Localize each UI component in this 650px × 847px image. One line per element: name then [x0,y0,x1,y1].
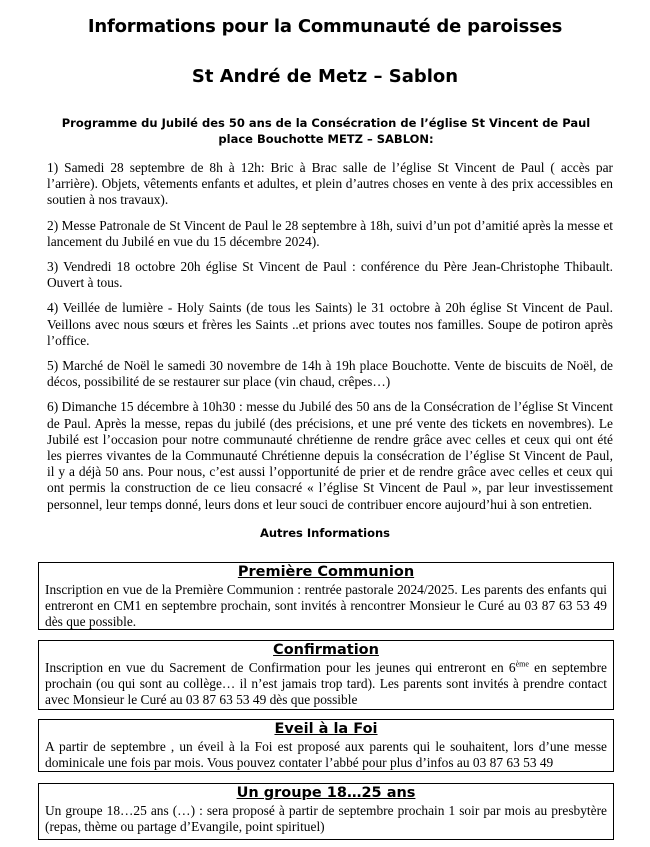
confirmation-box [38,640,614,710]
page-title: Informations pour la Communauté de paroisses [87,16,563,37]
groupe-box [38,783,614,840]
eveil-title: Eveil à la Foi [274,721,378,737]
programme-item-5: 5) Marché de Noël le samedi 30 novembre de 14h à 19h place Bouchotte. Vente de biscuits de Noël, de décos, possibilité de se restaurer sur place (vin chaud, crêpes…) [47,358,613,390]
programme-item-3: 3) Vendredi 18 octobre 20h église St Vincent de Paul : conférence du Père Jean-Christophe Thibault. Ouvert à tous. [47,259,613,291]
eveil-text: A partir de septembre , un éveil à la Foi est proposé aux parents qui le souhaitent, lors d’une messe dominicale une fois par mois. Vous pouvez contater l’abbé pour plus d’infos au 03 87 63 53 49 [45,739,607,771]
programme-heading-line-2: place Bouchotte METZ – SABLON: [218,132,434,146]
communion-text: Inscription en vue de la Première Communion : rentrée pastorale 2024/2025. Les parents des enfants qui entreront en CM1 en septembre prochain, sont invités à rencontrer Monsieur le Curé au 03 87 63 53 49 dès que possible. [45,582,607,630]
confirmation-text-start: Inscription en vue du Sacrement de Confirmation pour les jeunes qui entreront en 6 [45,660,516,675]
programme-item-2: 2) Messe Patronale de St Vincent de Paul le 28 septembre à 18h, suivi d’un pot d’amitié après la messe et lancement du Jubilé en vue du 15 décembre 2024). [47,217,613,249]
groupe-text: Un groupe 18…25 ans (…) : sera proposé à partir de septembre prochain 1 soir par mois au presbytère (repas, thème ou partage d’Evangile, point spirituel) [45,803,607,835]
page-subtitle: St André de Metz – Sablon [191,66,459,87]
confirmation-superscript: ème [515,659,529,669]
communion-box [38,562,614,630]
programme-heading-line-1: Programme du Jubilé des 50 ans de la Consécration de l’église St Vincent de Paul [61,116,591,130]
programme-item-6: 6) Dimanche 15 décembre à 10h30 : messe du Jubilé des 50 ans de la Consécration de l’église St Vincent de Paul. Après la messe, repas du jubilé (des précisions, et une pré vente des tickets en novembres). Le Jubilé est l’occasion pour notre communauté chrétienne de rendre grâce avec celles et ceux qui ont été les pierres vivantes de la Communauté Chrétienne depuis la consécration de l’église St Vincent de Paul, il y a déjà 50 ans. Pour nous, c’est aussi l’opportunité de prier et de rendre grâce avec celles et ceux qui ont permis la construction de ce lieu consacré « l’église St Vincent de Paul », par leur investissement personnel, leur temps donné, leurs dons et leur souci de contribuer encore aujourd’hui à son entretien. [47,399,613,512]
programme-item-4: 4) Veillée de lumière - Holy Saints (de tous les Saints) le 31 octobre à 20h église St Vincent de Paul. Veillons avec nous sœurs et frères les Saints ..et prions avec toutes nos familles. Soupe de potiron après l’office. [47,300,613,348]
programme-heading [40,115,612,147]
groupe-title: Un groupe 18…25 ans [236,785,416,801]
confirmation-text [45,660,607,709]
programme-item-1: 1) Samedi 28 septembre de 8h à 12h: Bric à Brac salle de l’église St Vincent de Paul ( accès par l’arrière). Objets, vêtements enfants et adultes, et plein d’autres choses en vente à des prix accessibles en soutien à nos travaux). [47,160,613,208]
confirmation-text-end: en septembre prochain (ou qui sont au collège… il n’est jamais trop tard). Les parents sont invités à prendre contact avec Monsieur le Curé au 03 87 63 53 49 dès que possible [45,660,607,708]
eveil-box [38,719,614,772]
autres-heading: Autres Informations [259,526,391,540]
confirmation-title: Confirmation [273,642,379,658]
programme-list [47,160,613,522]
communion-title: Première Communion [237,564,415,580]
